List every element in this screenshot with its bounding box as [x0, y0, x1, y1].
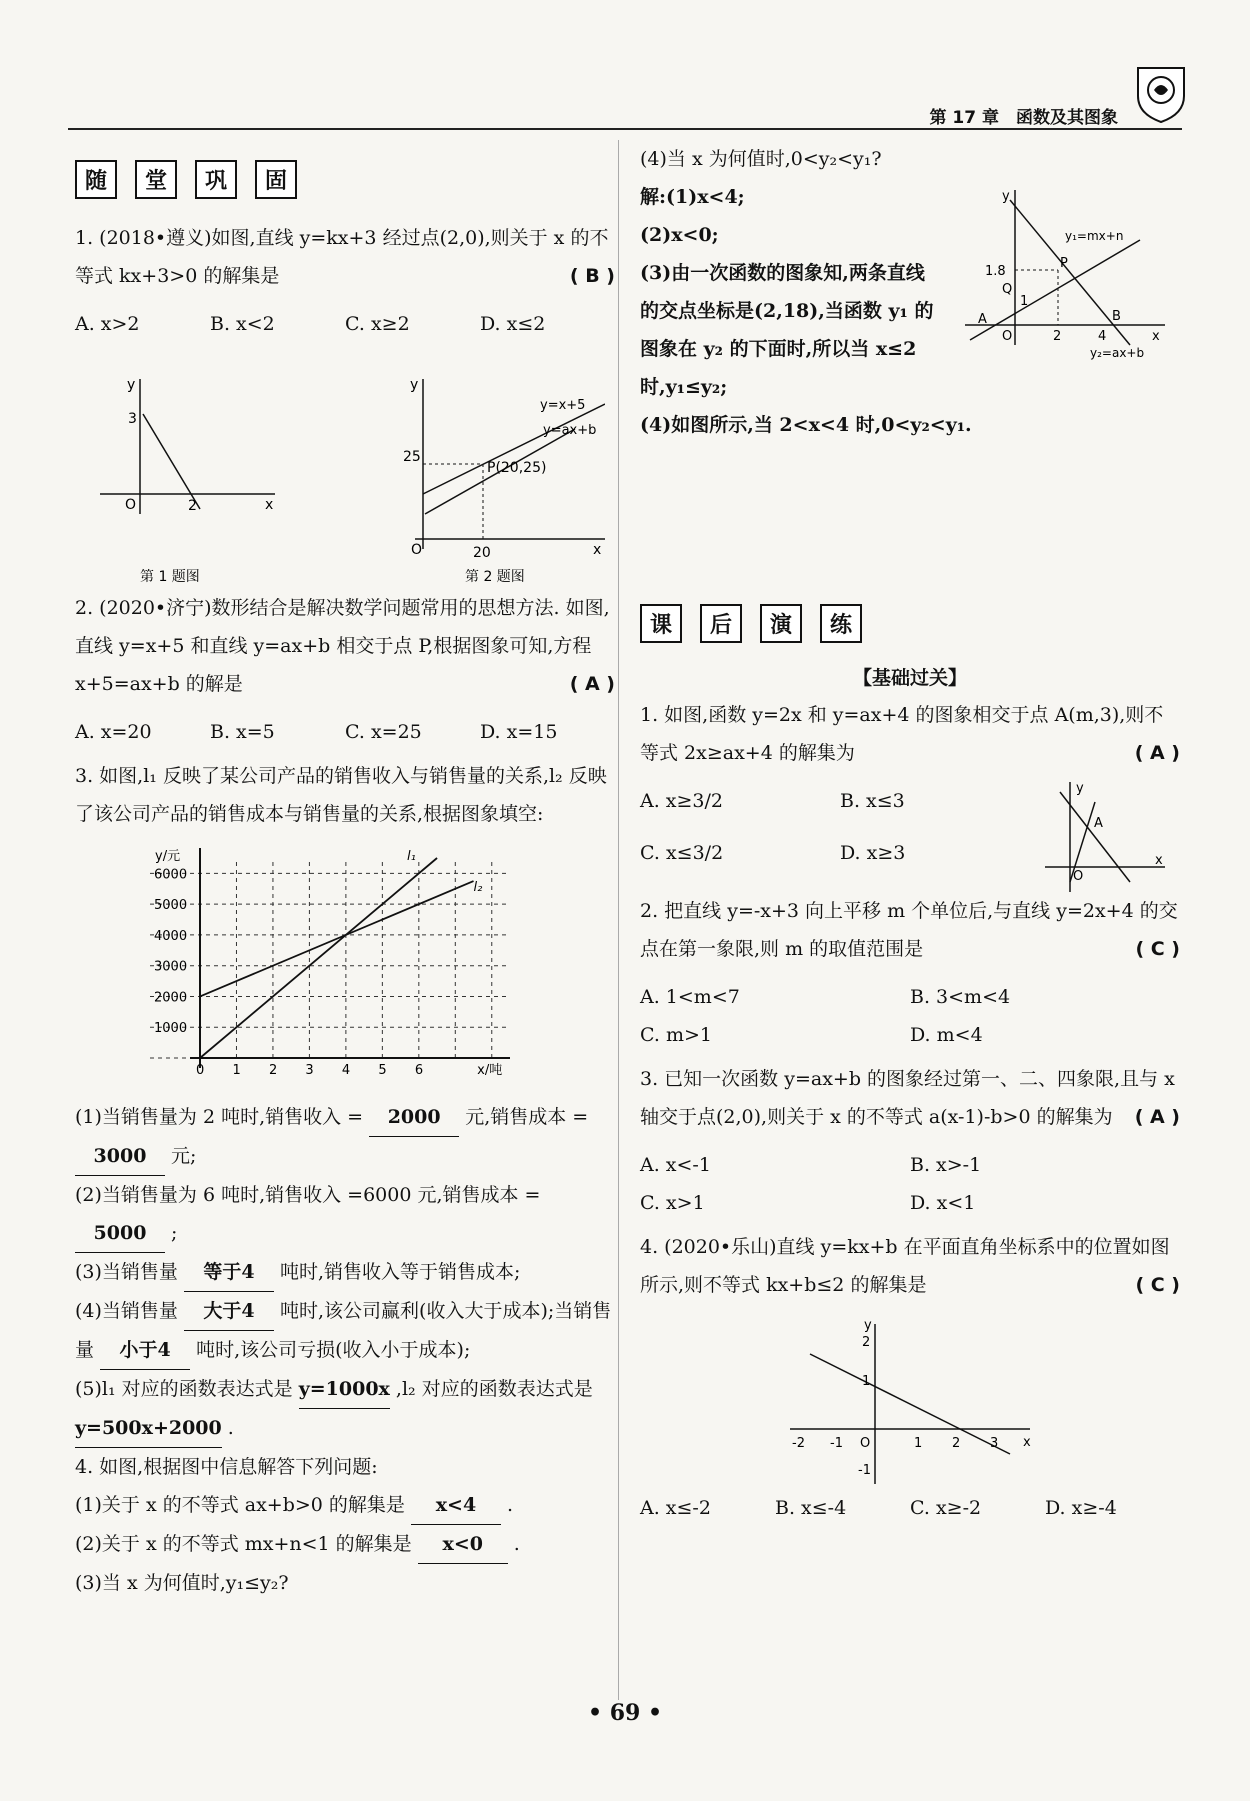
svg-text:O: O	[125, 497, 137, 513]
y-axis-label: y/元	[155, 849, 181, 864]
figure-5	[1040, 782, 1170, 892]
q4-sub-2: (2)关于 x 的不等式 mx+n<1 的解集是 x<0 .	[75, 1525, 615, 1564]
svg-text:1.8: 1.8	[985, 264, 1006, 279]
svg-text:B: B	[1112, 309, 1121, 324]
svg-text:x: x	[1023, 1435, 1031, 1450]
q4-answer-1: 解:(1)x<4;	[640, 186, 745, 208]
svg-text:20: 20	[473, 545, 491, 561]
svg-text:y=ax+b: y=ax+b	[543, 423, 597, 438]
fill-q3-1: 2000	[369, 1098, 459, 1137]
series-line-1	[200, 858, 437, 1058]
options-r1: A. x≥3/2 B. x≤3 C. x≤3/2 D. x≥3	[640, 790, 906, 864]
svg-text:1: 1	[914, 1436, 923, 1451]
svg-text:4: 4	[1098, 329, 1107, 344]
svg-text:y: y	[864, 1318, 872, 1333]
svg-text:O: O	[1073, 869, 1084, 884]
svg-text:第 1 题图: 第 1 题图	[140, 569, 200, 585]
svg-text:第 2 题图: 第 2 题图	[465, 569, 525, 585]
figure-1	[75, 349, 275, 589]
x-tick-label: 3	[305, 1063, 314, 1078]
svg-text:Q: Q	[1002, 282, 1013, 297]
fill-q4-2: x<0	[418, 1525, 508, 1564]
x-tick-label: 6	[414, 1063, 424, 1078]
svg-text:P: P	[1060, 256, 1068, 271]
q4-answer-2: (2)x<0;	[640, 224, 719, 246]
x-axis-label: x/吨	[477, 1063, 503, 1078]
svg-text:x: x	[1152, 329, 1160, 344]
publisher-logo-icon	[1134, 62, 1188, 124]
svg-text:2: 2	[188, 498, 197, 514]
answer-r4: ( C )	[1135, 1274, 1180, 1296]
svg-text:-1: -1	[858, 1463, 871, 1478]
question-r2: 2. 把直线 y=-x+3 向上平移 m 个单位后,与直线 y=2x+4 的交点在第一象限,则 m 的取值范围是 ( C )	[640, 892, 1180, 968]
svg-text:O: O	[1002, 329, 1013, 344]
fill-q4-1: x<4	[411, 1486, 501, 1525]
options-r4: A. x≤-2 B. x≤-4 C. x≥-2 D. x≥-4	[640, 1497, 1117, 1519]
q4-answer-3: (3)由一次函数的图象知,两条直线的交点坐标是(2,18),当函数 y₁ 的图象在 y₂ 的下面时,所以当 x≤2 时,y₁≤y₂;	[640, 262, 934, 398]
q3-sub-2: (2)当销售量为 6 吨时,销售收入 =6000 元,销售成本 = 5000 ;	[75, 1176, 615, 1253]
svg-text:y: y	[1002, 189, 1010, 204]
y-tick-label: 6000	[154, 867, 188, 883]
q4-continuation	[640, 140, 1180, 406]
answer-2: ( A )	[569, 673, 615, 695]
y-tick-label: 1000	[154, 1021, 188, 1037]
series-label-2: l₂	[473, 880, 483, 896]
svg-text:25: 25	[403, 449, 421, 465]
question-r1-wrap	[640, 696, 1180, 782]
answer-r2: ( C )	[1135, 938, 1180, 960]
q4-sub-4: (4)当 x 为何值时,0<y₂<y₁?	[640, 148, 882, 170]
svg-text:O: O	[411, 542, 423, 558]
series-line-2	[200, 881, 474, 996]
x-tick-label: 4	[341, 1063, 351, 1078]
question-r1: 1. 如图,函数 y=2x 和 y=ax+4 的图象相交于点 A(m,3),则不等式 2x≥ax+4 的解集为 ( A )	[640, 696, 1180, 772]
fill-q3-3: 5000	[75, 1214, 165, 1253]
question-r4: 4. (2020•乐山)直线 y=kx+b 在平面直角坐标系中的位置如图所示,则不等式 kx+b≤2 的解集是 ( C )	[640, 1228, 1180, 1304]
svg-text:O: O	[860, 1436, 871, 1451]
options-2: A. x=20 B. x=5 C. x=25 D. x=15	[75, 721, 558, 743]
svg-text:2: 2	[862, 1335, 871, 1350]
sales-chart	[140, 843, 520, 1093]
svg-text:1: 1	[862, 1374, 871, 1389]
answer-r1: ( A )	[1134, 742, 1180, 764]
svg-text:-2: -2	[792, 1436, 805, 1451]
question-3: 3. 如图,l₁ 反映了某公司产品的销售收入与销售量的关系,l₂ 反映了该公司产品的销售成本与销售量的关系,根据图象填空:	[75, 765, 607, 825]
y-tick-label: 3000	[154, 959, 188, 975]
svg-text:y: y	[1076, 782, 1084, 796]
fill-q3-5: 大于4	[184, 1292, 274, 1331]
svg-text:2: 2	[952, 1436, 961, 1451]
svg-text:3: 3	[128, 411, 137, 427]
y-tick-label: 4000	[154, 928, 188, 944]
svg-text:y=x+5: y=x+5	[540, 398, 586, 413]
q4-sub-1: (1)关于 x 的不等式 ax+b>0 的解集是 x<4 .	[75, 1486, 615, 1525]
series-label-1: l₁	[407, 849, 416, 864]
question-2: 2. (2020•济宁)数形结合是解决数学问题常用的思想方法. 如图,直线 y=x+5 和直线 y=ax+b 相交于点 P,根据图象可知,方程 x+5=ax+b 的解是 ( A )	[75, 589, 615, 703]
figures-row	[75, 349, 615, 589]
q4-answer-4: (4)如图所示,当 2<x<4 时,0<y₂<y₁.	[640, 414, 972, 436]
column-divider	[618, 140, 619, 1700]
banner-suitang: 随 堂 巩 固	[75, 160, 615, 199]
y-tick-label: 2000	[154, 990, 188, 1006]
page-header	[68, 100, 1182, 130]
figure-4	[940, 185, 1170, 365]
y-tick-label: 5000	[154, 898, 188, 914]
fill-q3-8: y=500x+2000	[75, 1409, 222, 1448]
svg-text:A: A	[1094, 816, 1103, 831]
page-number: • 69 •	[587, 1700, 663, 1726]
options-1: A. x>2 B. x<2 C. x≥2 D. x≤2	[75, 313, 546, 335]
x-tick-label: 2	[268, 1063, 278, 1078]
q3-sub-3: (3)当销售量 等于4 吨时,销售收入等于销售成本;	[75, 1253, 615, 1292]
fill-q3-2: 3000	[75, 1137, 165, 1176]
q4-sub-3: (3)当 x 为何值时,y₁≤y₂?	[75, 1572, 289, 1594]
figure-2	[275, 349, 605, 589]
banner-kehou: 课 后 演 练	[640, 604, 1180, 643]
question-4: 4. 如图,根据图中信息解答下列问题:	[75, 1456, 378, 1478]
svg-text:y: y	[410, 377, 419, 393]
options-r2: A. 1<m<7 B. 3<m<4 C. m>1 D. m<4	[640, 986, 1011, 1046]
svg-text:y₂=ax+b: y₂=ax+b	[1090, 346, 1145, 360]
answer-r3: ( A )	[1134, 1106, 1180, 1128]
chapter-title: 第 17 章 函数及其图象	[929, 108, 1118, 128]
svg-text:x: x	[1155, 853, 1163, 868]
svg-text:A: A	[978, 312, 987, 327]
svg-text:x: x	[265, 497, 274, 513]
svg-text:1: 1	[1020, 294, 1029, 309]
q3-sub-1: (1)当销售量为 2 吨时,销售收入 = 2000 元,销售成本 = 3000 元;	[75, 1098, 615, 1176]
svg-text:x: x	[593, 542, 602, 558]
svg-text:2: 2	[1053, 329, 1062, 344]
q3-sub-4: (4)当销售量 大于4 吨时,该公司赢利(收入大于成本);当销售量 小于4 吨时,该公司亏损(收入小于成本);	[75, 1292, 615, 1370]
svg-text:y₁=mx+n: y₁=mx+n	[1065, 229, 1124, 243]
question-1: 1. (2018•遵义)如图,直线 y=kx+3 经过点(2,0),则关于 x 的不等式 kx+3>0 的解集是 ( B )	[75, 219, 615, 295]
svg-text:P(20,25): P(20,25)	[487, 460, 547, 476]
figure-6	[780, 1314, 1040, 1484]
q3-sub-5: (5)l₁ 对应的函数表达式是 y=1000x ,l₂ 对应的函数表达式是 y=500x+2000 .	[75, 1370, 615, 1448]
fill-q3-4: 等于4	[184, 1253, 274, 1292]
svg-text:-1: -1	[830, 1436, 843, 1451]
question-r3: 3. 已知一次函数 y=ax+b 的图象经过第一、二、四象限,且与 x 轴交于点(2,0),则关于 x 的不等式 a(x-1)-b>0 的解集为 ( A )	[640, 1060, 1180, 1136]
fill-q3-6: 小于4	[100, 1331, 190, 1370]
answer-1: ( B )	[569, 265, 615, 287]
x-tick-label: 1	[232, 1063, 241, 1078]
section-title: 【基础过关】	[852, 667, 967, 689]
x-tick-label: 0	[196, 1063, 205, 1078]
x-tick-label: 5	[378, 1063, 387, 1078]
fill-q3-7: y=1000x	[299, 1370, 390, 1409]
svg-text:y: y	[127, 377, 136, 393]
svg-text:3: 3	[990, 1436, 999, 1451]
options-r3: A. x<-1 B. x>-1 C. x>1 D. x<1	[640, 1154, 982, 1214]
right-column	[640, 140, 1180, 1533]
left-column	[75, 140, 615, 1602]
